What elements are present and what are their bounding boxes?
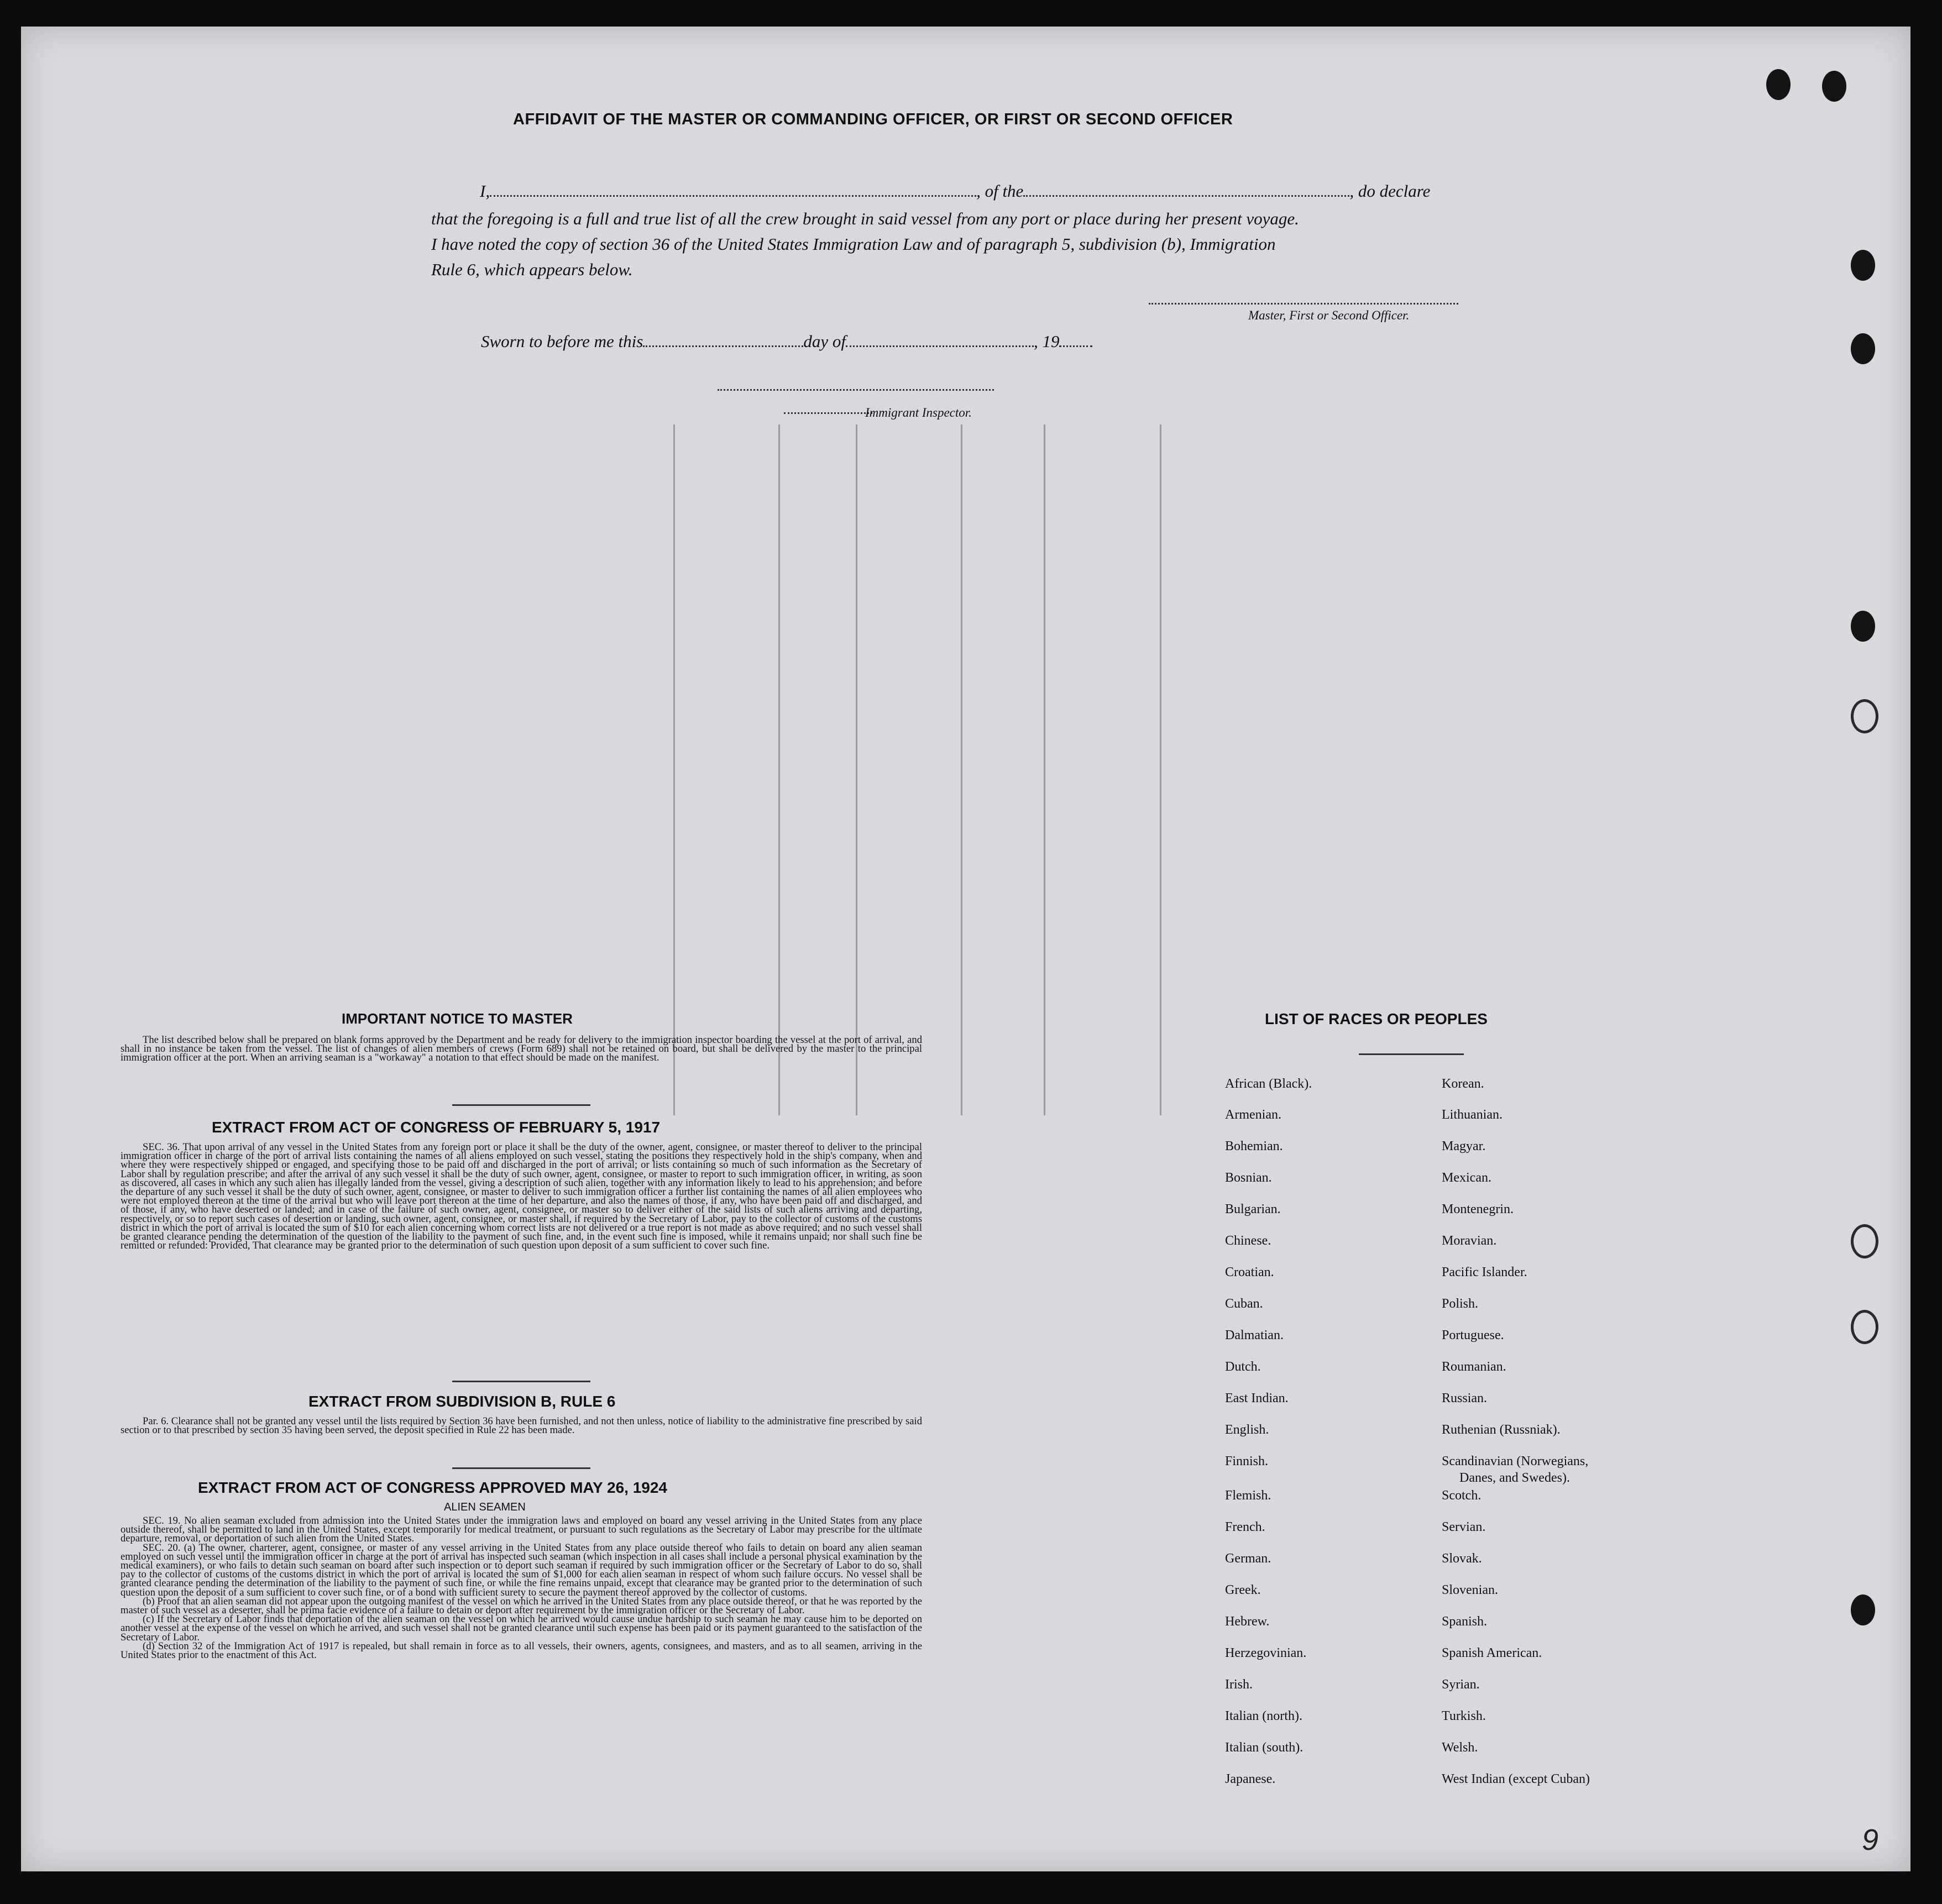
punch-hole (1851, 1224, 1878, 1258)
punch-hole (1766, 69, 1791, 100)
race-item: Slovak. (1442, 1551, 1482, 1566)
race-item: Welsh. (1442, 1740, 1478, 1755)
race-item: Spanish. (1442, 1614, 1488, 1629)
race-item: Slovenian. (1442, 1583, 1498, 1597)
year-text: , 19 (1033, 332, 1060, 351)
divider (452, 1104, 590, 1106)
race-item: Dutch. (1225, 1360, 1261, 1374)
punch-hole (1851, 1310, 1878, 1344)
extract-1924-title: EXTRACT FROM ACT OF CONGRESS APPROVED MAY 26, 1924 (198, 1479, 667, 1496)
race-item: Irish. (1225, 1677, 1253, 1692)
divider (452, 1467, 590, 1469)
race-item: African (Black). (1225, 1077, 1312, 1091)
extract-rule6-text: Par. 6. Clearance shall not be granted any vessel until the lists required by Section 36 have been furnished, and not then unless, notice of liability to the administrative fine prescribed by said section or to that prescribed by section 35 having been served, the deposit specified in Rule 22 has been made. (121, 1415, 922, 1436)
race-item: Polish. (1442, 1297, 1479, 1311)
race-item: Greek. (1225, 1583, 1261, 1597)
affidavit-do-declare: , do declare (1349, 181, 1431, 201)
race-item: German. (1225, 1551, 1271, 1566)
race-item: French. (1225, 1520, 1265, 1534)
race-item: Moravian. (1442, 1234, 1497, 1248)
year-blank[interactable] (1059, 344, 1092, 347)
race-item: Finnish. (1225, 1454, 1269, 1468)
race-item: Portuguese. (1442, 1328, 1504, 1342)
race-item: Bohemian. (1225, 1139, 1283, 1153)
vessel-blank[interactable] (1023, 194, 1349, 197)
bleed-rule (961, 424, 962, 1115)
affidavit-line-1 (480, 181, 1430, 201)
bleed-rule (778, 424, 780, 1115)
race-item: English. (1225, 1423, 1269, 1437)
race-item: Chinese. (1225, 1234, 1271, 1248)
divider (452, 1381, 590, 1382)
document-page (21, 27, 1910, 1871)
punch-hole (1822, 71, 1846, 102)
race-item: Hebrew. (1225, 1614, 1270, 1629)
affidavit-line-2: that the foregoing is a full and true list of all the crew brought in said vessel from any port or place during her present voyage. (431, 209, 1299, 228)
notice-title: IMPORTANT NOTICE TO MASTER (342, 1010, 573, 1027)
race-item: Italian (north). (1225, 1709, 1302, 1723)
bleed-rule (673, 424, 675, 1115)
punch-hole (1851, 250, 1875, 281)
divider (1359, 1053, 1464, 1055)
affidavit-of-the: , of the (976, 181, 1024, 201)
race-item: Italian (south). (1225, 1740, 1304, 1755)
extract-1917-title: EXTRACT FROM ACT OF CONGRESS OF FEBRUARY 5, 1917 (212, 1119, 661, 1136)
race-item: Servian. (1442, 1520, 1486, 1534)
race-item: Magyar. (1442, 1139, 1486, 1153)
affidavit-i: I, (480, 181, 490, 201)
punch-hole (1851, 611, 1875, 642)
race-item: Ruthenian (Russniak). (1442, 1423, 1561, 1437)
punch-hole (1851, 699, 1878, 733)
race-item: Korean. (1442, 1077, 1484, 1091)
race-item: Montenegrin. (1442, 1202, 1514, 1216)
race-item: Pacific Islander. (1442, 1265, 1527, 1279)
day-of-text: day of (803, 332, 846, 351)
notice-text: The list described below shall be prepared on blank forms approved by the Department and be ready for delivery to the immigration inspector boarding the vessel at the port of arrival, and shall in no instance be taken from the vessel. The list of changes of alien members of crews (Form 689) shall not be retained on board, but shall be delivered by the master to the principal immigration officer at the port. When an arriving seaman is a "workaway" a notation to that effect should be made on the manifest. (121, 1034, 922, 1064)
race-item: Dalmatian. (1225, 1328, 1284, 1342)
race-item: Croatian. (1225, 1265, 1274, 1279)
race-item: Flemish. (1225, 1488, 1271, 1503)
bleed-rule (1160, 424, 1161, 1115)
bleed-rule (1044, 424, 1045, 1115)
extract-rule6-title: EXTRACT FROM SUBDIVISION B, RULE 6 (308, 1393, 616, 1410)
sworn-date-blank[interactable] (643, 344, 803, 347)
race-item: Cuban. (1225, 1297, 1263, 1311)
extract-1924-text: SEC. 19. No alien seaman excluded from admission into the United States under the immigration laws and employed on board any vessel arriving in the United States from any place outside thereof, shall be permitted to land in the United States, except temporarily for medical treatment, or pursuant to such regulations as the Secretary of Labor may prescribe for the ultimate departure, removal, or deportation of such alien from the United States. SEC. 20. (a) The owner, charterer, agent, consignee, or master of any vessel arriving in the United States from any place outside thereof who fails to detain on board any alien seaman employed on such vessel until the immigration officer in charge at the port of arrival has inspected such seaman (which inspection in all cases shall include a personal physical examination by the medical examiners), or who fails to detain such seaman on board after such inspection or to deport such seaman if required by such immigration officer or the Secretary of Labor to do so, shall pay to the collector of customs of the customs district in which the port of arrival is located the sum of $1,000 for each alien seaman in respect of whom such failure occurs. No vessel shall be granted clearance pending the determination of the liability to the payment of such fine, or while the fine remains unpaid, except that clearance may be granted prior to the determination of such question upon the deposit of a sum sufficient to cover such fine, or of a bond with sufficient surety to secure the payment thereof approved by the collector of customs. (b) Proof that an alien seaman did not appear upon the outgoing manifest of the vessel on which he arrived in the United States from any place outside thereof, or that he was reported by the master of such vessel as a deserter, shall be prima facie evidence of a failure to detain or deport after requirement by the immigration officer or the Secretary of Labor. (c) If the Secretary of Labor finds that deportation of the alien seaman on the vessel on which he arrived would cause undue hardship to such seaman he may cause him to be deported on another vessel at the expense of the vessel on which he arrived, and such vessel shall not be granted clearance until such expense has been paid or its payment guaranteed to the satisfaction of the Secretary of Labor. (d) Section 32 of the Immigration Act of 1917 is repealed, but shall remain in force as to all vessels, their owners, agents, consignees, and masters, and as to all seamen, arriving in the United States prior to the enactment of this Act. (121, 1515, 922, 1661)
page-mark: 9 (1862, 1823, 1879, 1856)
race-item: West Indian (except Cuban) (1442, 1772, 1590, 1786)
extract-1917-text: SEC. 36. That upon arrival of any vessel in the United States from any foreign port or place it shall be the duty of the owner, agent, consignee, or master thereof to deliver to the principal immigration officer in charge of the port of arrival lists containing the names of all aliens employed on such vessel, stating the positions they respectively hold in the ship's company, when and where they were respectively shipped or engaged, and specifying those to be paid off and discharged in the port of arrival; or lists containing so much of such information as the Secretary of Labor shall by regulation prescribe; and after the arrival of any such vessel it shall be the duty of such owner, agent, consignee, or master to report to such immigration officer, in writing, as soon as discovered, all cases in which any such alien has illegally landed from the vessel, giving a description of such alien, together with any information likely to lead to his apprehension; and before the departure of any such vessel it shall be the duty of such owner, agent, consignee, or master to deliver to such immigration officer a further list containing the names of all alien employees who were not employed thereon at the time of the arrival but who will leave port thereon at the time of her departure, and also the names of those, if any, who have been paid off and discharged, and of those, if any, who have deserted or landed; and in case of the failure of such owner, agent, consignee, or master so to deliver either of the said lists of such aliens arriving and departing, respectively, or so to report such cases of desertion or landing, such owner, agent, consignee, or master shall, if required by the Secretary of Labor, pay to the collector of customs of the customs district in which the port of arrival is located the sum of $10 for each alien concerning whom correct lists are not delivered or a true report is not made as above required; and no such vessel shall be granted clearance pending the determination of the question of the liability to the payment of such fine, and, in the event such fine is imposed, while it remains unpaid; nor shall such fine be remitted or refunded: Provided, That clearance may be granted prior to the determination of such question upon deposit of a sum sufficient to cover such fine. (121, 1141, 922, 1252)
extract-1924-subtitle: ALIEN SEAMEN (444, 1501, 526, 1513)
race-item: Syrian. (1442, 1677, 1480, 1692)
race-item: Scandinavian (Norwegians, (1442, 1454, 1589, 1468)
affidavit-title: AFFIDAVIT OF THE MASTER OR COMMANDING OFFICER, OR FIRST OR SECOND OFFICER (513, 111, 1233, 128)
inspector-label: Immigrant Inspector. (865, 406, 972, 419)
races-title: LIST OF RACES OR PEOPLES (1265, 1010, 1488, 1027)
race-item: Armenian. (1225, 1108, 1281, 1122)
sworn-text: Sworn to before me this (481, 332, 643, 351)
affidavit-line-3: I have noted the copy of section 36 of the United States Immigration Law and of paragraph 5, subdivision (b), Immigration (431, 234, 1276, 254)
master-label: Master, First or Second Officer. (1248, 308, 1410, 322)
races-list (1204, 1077, 1702, 1850)
race-item: Bosnian. (1225, 1171, 1272, 1185)
name-blank[interactable] (490, 194, 976, 197)
inspector-short-line (784, 412, 872, 414)
affidavit-line-4: Rule 6, which appears below. (431, 260, 633, 279)
race-item: Lithuanian. (1442, 1108, 1503, 1122)
punch-hole (1851, 1594, 1875, 1625)
race-item: Roumanian. (1442, 1360, 1506, 1374)
race-item: Turkish. (1442, 1709, 1486, 1723)
bleed-rule (856, 424, 857, 1115)
race-item: Spanish American. (1442, 1646, 1542, 1660)
month-blank[interactable] (846, 344, 1034, 347)
race-item-continuation: Danes, and Swedes). (1459, 1471, 1570, 1485)
race-item: Mexican. (1442, 1171, 1491, 1185)
race-item: Scotch. (1442, 1488, 1482, 1503)
punch-hole (1851, 333, 1875, 364)
master-signature-line[interactable] (1149, 303, 1458, 305)
race-item: Russian. (1442, 1391, 1488, 1405)
inspector-signature-line[interactable] (718, 389, 994, 391)
race-item: Bulgarian. (1225, 1202, 1281, 1216)
race-item: Japanese. (1225, 1772, 1276, 1786)
race-item: Herzegovinian. (1225, 1646, 1307, 1660)
sworn-line (481, 332, 1092, 352)
race-item: East Indian. (1225, 1391, 1289, 1405)
